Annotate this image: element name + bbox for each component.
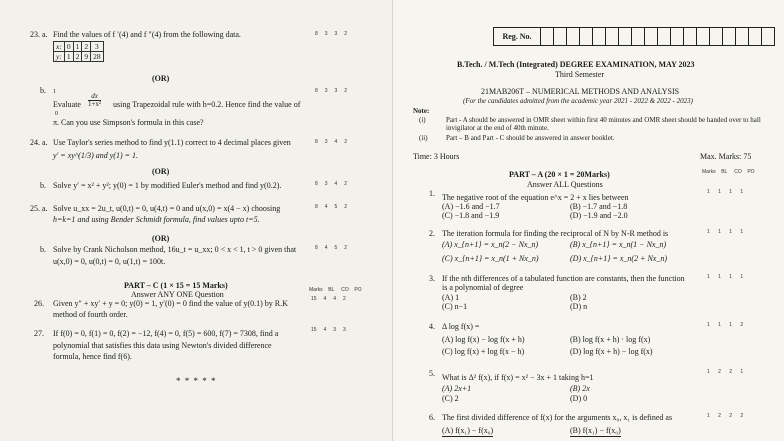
q3-marks: 1 1 1 1	[707, 274, 744, 280]
q2-option-a[interactable]: (A) x_{n+1} = x_n(2 − Nx_n)	[442, 240, 539, 249]
q6-number: 6.	[429, 413, 435, 422]
q27-marks: 15 4 3 3	[311, 327, 346, 333]
q25b-text: Solve by Crank Nicholson method, 16u_t = u_xx; 0 < x < 1, t > 0 given that	[53, 245, 297, 254]
data-table	[53, 41, 104, 62]
integral-lower: 0	[55, 111, 58, 117]
q27-line3: formula, hence find f(6).	[53, 352, 132, 361]
integrand-fraction: $\frac{dx}{\text{1+x²}}$	[88, 92, 102, 108]
candidates-note: (For the candidates admitted from the academic year 2021 - 2022 & 2022 - 2023)	[463, 97, 693, 105]
reg-digit-box[interactable]	[567, 28, 580, 45]
q1-option-b[interactable]: (B) −1.7 and −1.8	[570, 202, 628, 211]
part-a-title: PART – A (20 × 1 = 20Marks)	[509, 170, 610, 179]
part-c-headers: Marks BL CO PO	[309, 287, 362, 293]
part-a-headers: Marks BL CO PO	[702, 169, 755, 175]
semester: Third Semester	[555, 70, 605, 79]
q3-option-b[interactable]: (B) 2	[570, 293, 587, 302]
q1-text: The negative root of the equation e^x = 2 + x lies between	[442, 193, 629, 202]
note-ii: Part – B and Part - C should be answered in answer booklet.	[446, 134, 615, 142]
or-label: (OR)	[152, 234, 170, 243]
q23b-number: b.	[40, 86, 46, 95]
q23b-text: using Trapezoidal rule with h=0.2. Hence find the value of	[113, 100, 301, 109]
q23b-pre: Evaluate	[53, 100, 81, 109]
q25b-line2: u(x,0) = 0, u(0,t) = 0, u(1,t) = 100t.	[53, 257, 166, 266]
q26-text: Given y″ + xy′ + y = 0; y(0) = 1, y′(0) = 0 find the value of y(0.1) by R.K	[53, 299, 288, 308]
q3-option-c[interactable]: (C) n−1	[442, 302, 468, 311]
note-i-number: (i)	[419, 116, 426, 124]
q24a-text: Use Taylor's series method to find y(1.1) correct to 4 decimal places given	[53, 138, 291, 147]
q1-number: 1.	[429, 189, 435, 198]
q5-number: 5.	[429, 369, 435, 378]
q23a-marks: 8 3 3 2	[315, 31, 347, 37]
q26-marks: 15 4 4 2	[311, 296, 346, 302]
reg-digit-box[interactable]	[749, 28, 762, 45]
q4-option-d[interactable]: (D) log f(x + h) − log f(x)	[570, 347, 653, 356]
q24a-number: 24. a.	[30, 138, 48, 147]
q1-option-a[interactable]: (A) −1.6 and −1.7	[442, 202, 500, 211]
max-marks-label: Max. Marks: 75	[700, 152, 752, 161]
reg-digit-box[interactable]	[593, 28, 606, 45]
exam-title: B.Tech. / M.Tech (Integrated) DEGREE EXAMINATION, MAY 2023	[457, 60, 695, 69]
reg-digit-box[interactable]	[723, 28, 736, 45]
q3-text-line2: is a polynomial of degree	[442, 283, 524, 292]
part-c-title: PART – C (1 × 15 = 15 Marks)	[124, 281, 228, 290]
q25a-text: Solve u_xx = 2u_t, u(0,t) = 0, u(4,t) = 0 and u(x,0) = x(4 − x) choosing	[53, 204, 281, 213]
reg-digit-box[interactable]	[762, 28, 774, 45]
q5-option-c[interactable]: (C) 2	[442, 394, 459, 403]
q25b-marks: 8 4 5 2	[315, 245, 347, 251]
q4-number: 4.	[429, 322, 435, 331]
end-stars: * * * * *	[176, 376, 217, 386]
q5-option-a[interactable]: (A) 2x+1	[442, 384, 472, 393]
q6-option-b[interactable]: (B) f(x₁) − f(x₀)	[570, 426, 621, 435]
q6-text: The first divided difference of f(x) for the arguments x₀, x₁ is defined as	[442, 413, 673, 422]
reg-digit-box[interactable]	[658, 28, 671, 45]
q27-number: 27.	[34, 329, 44, 338]
q3-option-a[interactable]: (A) 1	[442, 293, 460, 302]
reg-digit-box[interactable]	[541, 28, 554, 45]
q1-option-d[interactable]: (D) −1.9 and −2.0	[570, 211, 628, 220]
q2-number: 2.	[429, 229, 435, 238]
table-row: y: 1 2 9 28	[54, 52, 104, 62]
right-page	[392, 0, 784, 441]
q24b-text: Solve y′ = x² + y²; y(0) = 1 by modified Euler's method and find y(0.2).	[53, 181, 282, 190]
q23a-number: 23. a.	[30, 30, 48, 39]
q4-marks: 1 1 1 2	[707, 322, 744, 328]
note-label: Note:	[413, 107, 430, 115]
q2-option-d[interactable]: (D) x_{n+1} = x_n(2 + Nx_n)	[570, 254, 668, 263]
q25b-number: b.	[40, 245, 46, 254]
q24a-line2: y′ = xy^(1/3) and y(1) = 1.	[53, 151, 139, 160]
q4-option-b[interactable]: (B) log f(x + h) · log f(x)	[570, 335, 651, 344]
reg-digit-box[interactable]	[554, 28, 567, 45]
note-i: Part - A should be answered in OMR sheet within first 40 minutes and OMR sheet should be handed over to hall invigilator at the end of 40th minute.	[446, 116, 761, 132]
q4-text: Δ log f(x) =	[442, 322, 480, 331]
q24b-number: b.	[40, 181, 46, 190]
reg-digit-box[interactable]	[580, 28, 593, 45]
q4-option-c[interactable]: (C) log f(x) + log f(x − h)	[442, 347, 525, 356]
course-title: 21MAB206T – NUMERICAL METHODS AND ANALYSIS	[481, 87, 680, 96]
q23b-line2: π. Can you use Simpson's formula in this case?	[53, 118, 204, 127]
reg-digit-box[interactable]	[671, 28, 684, 45]
q2-option-c[interactable]: (C) x_{n+1} = x_n(1 + Nx_n)	[442, 254, 539, 263]
q2-marks: 1 1 1 1	[707, 229, 744, 235]
q27-text: If f(0) = 0, f(1) = 0, f(2) = −12, f(4) = 0, f(5) = 600, f(7) = 7308, find a	[53, 329, 279, 338]
q24b-marks: 8 3 4 2	[315, 181, 347, 187]
reg-digit-box[interactable]	[710, 28, 723, 45]
q26-number: 26.	[34, 299, 44, 308]
q23a-text: Find the values of f ′(4) and f ″(4) from the following data.	[53, 30, 241, 39]
reg-digit-box[interactable]	[645, 28, 658, 45]
q6-marks: 1 2 2 2	[707, 413, 744, 419]
reg-digit-box[interactable]	[684, 28, 697, 45]
part-a-subtitle: Answer ALL Questions	[527, 180, 603, 189]
q24a-marks: 8 3 4 2	[315, 139, 347, 145]
q27-line2: polynomial that satisfies this data using Newton's divided difference	[53, 341, 272, 350]
reg-digit-box[interactable]	[632, 28, 645, 45]
reg-no-label: Reg. No.	[494, 28, 541, 45]
q3-number: 3.	[429, 274, 435, 283]
q4-option-a[interactable]: (A) log f(x) − log f(x + h)	[442, 335, 525, 344]
or-label: (OR)	[152, 74, 170, 83]
reg-digit-box[interactable]	[697, 28, 710, 45]
reg-no-box	[493, 27, 775, 46]
q23b-marks: 8 3 3 2	[315, 88, 347, 94]
q25a-marks: 8 4 5 2	[315, 204, 347, 210]
note-ii-number: (ii)	[419, 134, 428, 142]
table-row: x: 0 1 2 3	[54, 42, 104, 52]
part-c-subtitle: Answer ANY ONE Question	[131, 290, 224, 299]
q2-text: The iteration formula for finding the reciprocal of N by N-R method is	[442, 229, 669, 238]
or-label: (OR)	[152, 167, 170, 176]
integral-upper: 1	[53, 89, 56, 95]
q5-text: What is Δ² f(x), if f(x) = x² − 3x + 1 taking h=1	[442, 373, 594, 382]
q5-option-d[interactable]: (D) 0	[570, 394, 588, 403]
q5-option-b[interactable]: (B) 2x	[570, 384, 590, 393]
q2-option-b[interactable]: (B) x_{n+1} = x_n(1 − Nx_n)	[570, 240, 667, 249]
q25a-number: 25. a.	[30, 204, 48, 213]
q6-option-a[interactable]: (A) f(x₁) − f(x₀)	[442, 426, 494, 435]
q3-text: If the nth differences of a tabulated function are constants, then the function	[442, 274, 685, 283]
reg-digit-box[interactable]	[619, 28, 632, 45]
q1-option-c[interactable]: (C) −1.8 and −1.9	[442, 211, 500, 220]
time-label: Time: 3 Hours	[413, 152, 460, 161]
q25a-line2: h=k=1 and using Bender Schmidt formula, find values upto t=5.	[53, 215, 260, 224]
reg-digit-box[interactable]	[606, 28, 619, 45]
q5-marks: 1 2 2 1	[707, 369, 744, 375]
q26-line2: method of fourth order.	[53, 310, 128, 319]
reg-digit-box[interactable]	[736, 28, 749, 45]
q1-marks: 1 1 1 1	[707, 189, 744, 195]
q3-option-d[interactable]: (D) n	[570, 302, 588, 311]
